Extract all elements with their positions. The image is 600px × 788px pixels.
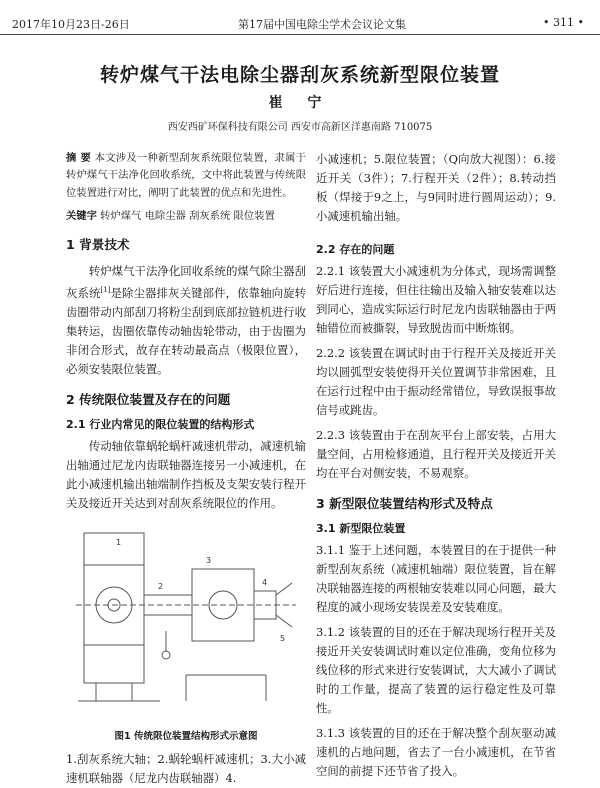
section-2-2-1: 2.2.1 该装置大小减速机为分体式，现场需调整好后进行连接，但往往输出及输入轴安装难以达到同心，造成实际运行时尼龙内齿联轴器由于两轴错位而被撕裂，导致脱齿而中断炼钢。 — [316, 264, 556, 335]
section-3-1-3: 3.1.3 该装置的目的还在于解决整个刮灰驱动减速机的占地问题，省去了一台小减速机，在节省空间的前提下还节省了投入。 — [316, 726, 556, 778]
section-2-heading: 2 传统限位装置及存在的问题 — [66, 392, 231, 408]
header-date: 2017年10月23日-26日 — [12, 18, 130, 31]
figure-1-svg — [66, 525, 306, 721]
keywords-label: 关键字 — [66, 210, 97, 223]
figure-1-legend-b: 小减速机；5.限位装置；（Q向放大视图）：6.接近开关（3件）；7.行程开关（2件）；8.转动挡板（焊接于9之上，与9同时进行圆周运动）；9.小减速机输出轴。 — [316, 152, 556, 223]
section-3-1-2: 3.1.2 该装置的目的还在于解决现场行程开关及接近开关安装调试时难以定位准确，变角位移为线位移的形式来进行安装调试，大大减小了调试时的工作量，提高了装置的运行稳定性及可靠性。 — [316, 625, 556, 715]
keywords — [66, 208, 306, 224]
section-1-text-a: 转炉煤气干法净化回收系统的煤气除尘器刮灰系统 — [66, 264, 306, 301]
citation-1: [1] — [100, 286, 111, 295]
right-column — [316, 150, 556, 787]
section-1-heading: 1 背景技术 — [66, 237, 130, 253]
fig-label-1: 1 — [116, 538, 122, 548]
figure-1-legend-a: 1.刮灰系统大轴；2.蜗轮蜗杆减速机；3.大小减速机联轴器（尼龙内齿联轴器）4. — [66, 752, 306, 786]
figure-1-drawing — [66, 525, 306, 721]
header-conference: 第17届中国电除尘学术会议论文集 — [238, 18, 406, 31]
section-1-text — [66, 262, 306, 379]
fig-label-5: 5 — [280, 634, 286, 644]
section-3-1-heading: 3.1 新型限位装置 — [316, 522, 406, 535]
section-2-1-heading: 2.1 行业内常见的限位装置的结构形式 — [66, 418, 255, 432]
paper-affiliation: 西安西矿环保科技有限公司 西安市高新区洋惠南路 710075 — [167, 122, 433, 133]
section-2-1-text: 传动轴依靠蜗轮蜗杆减速机带动，减速机输出轴通过尼龙内齿联轴器连接另一小减速机，在此小减速机输出轴端制作挡板及支架安装行程开关及接近开关达到对刮灰系统限位的作用。 — [66, 439, 306, 511]
section-1-text-b: 是除尘器排灰关键部件，依靠轴向旋转齿圈带动内部刮刀将粉尘刮到底部拉链机进行收集转运，齿圈依靠传动轴齿轮带动，由于齿圈为非闭合形式，故存在转动最高点（极限位置），必须安装限位装置。 — [66, 286, 306, 377]
section-3-1-1: 3.1.1 鉴于上述问题，本装置目的在于提供一种新型刮灰系统（减速机轴端）限位装置，旨在解决联轴器连接的两根轴安装难以同心问题，最大程度的减小现场安装误差及安装难度。 — [316, 543, 556, 614]
abstract-label: 摘 要 — [66, 152, 92, 164]
abstract-text: 本文涉及一种新型刮灰系统限位装置，隶属于转炉煤气干法净化回收系统，文中将此装置与传统限位装置进行对比，阐明了此装置的优点和先进性。 — [66, 152, 306, 199]
fig-label-3: 3 — [206, 556, 212, 566]
header-rule — [0, 34, 600, 35]
abstract — [66, 150, 306, 202]
section-2-2-heading: 2.2 存在的问题 — [316, 243, 395, 256]
paper-author: 崔 宁 — [268, 95, 332, 111]
paper-title: 转炉煤气干法电除尘器刮灰系统新型限位装置 — [99, 64, 500, 86]
gearbox-housing — [84, 533, 144, 683]
section-3-heading: 3 新型限位装置结构形式及特点 — [316, 496, 493, 511]
fig-label-2: 2 — [158, 582, 164, 592]
running-header — [10, 14, 590, 32]
section-2-2-3: 2.2.3 该装置由于在刮灰平台上部安装，占用大量空间，占用检修通道，且行程开关及接近开关均在平台对侧安装，不易观察。 — [316, 428, 556, 480]
header-page-number: • 311 • — [543, 16, 584, 29]
fig-label-4: 4 — [262, 578, 268, 588]
section-2-2-2: 2.2.2 该装置在调试时由于行程开关及接近开关均以圆弧型安装使得开关位置调节非常困难，且在运行过程中由于振动经常错位，导致误报事故信号或跳齿。 — [316, 346, 556, 417]
figure-1-caption: 图1 传统限位装置结构形式示意图 — [114, 731, 258, 743]
left-column — [66, 150, 306, 788]
keywords-text: 转炉煤气 电除尘器 刮灰系统 限位装置 — [100, 210, 275, 223]
